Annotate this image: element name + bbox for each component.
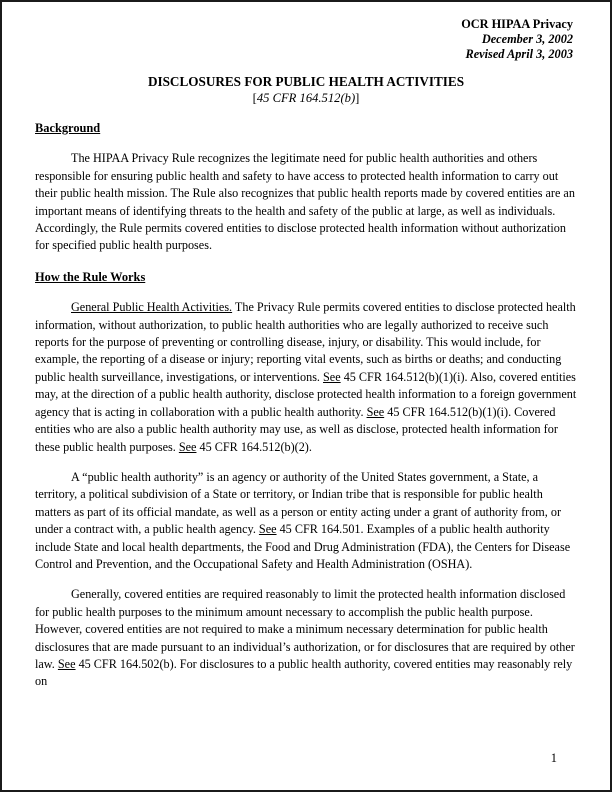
paragraph-background-1: The HIPAA Privacy Rule recognizes the legitimate need for public health authorities and others responsible for ensuring public health and safety to have access to protected health information to carry out their public health mission. The Rule also recognizes that public health reports made by covered entities are an important means of identifying threats to the health and safety of the public at large, as well as individuals. Accordingly, the Rule permits covered entities to disclose protected health information without authorization for specified public health purposes.	[35, 151, 575, 253]
document-title: DISCLOSURES FOR PUBLIC HEALTH ACTIVITIES	[147, 74, 465, 89]
header-revised-date-line: Revised April 3, 2003	[465, 47, 573, 61]
section-heading-background: Background	[35, 121, 101, 135]
document-body	[35, 120, 577, 691]
page-number: 1	[550, 751, 557, 765]
paragraph-public-health-authority-definition: A “public health authority” is an agency or authority of the United States government, a State, a territory, a political subdivision of a State or territory, or Indian tribe that is responsible for public health matters as part of its official mandate, as well as a person or entity acting under a grant of authority from, or under a contract with, a public health agency. See 45 CFR 164.501. Examples of a public health authority include State and local health departments, the Food and Drug Administration (FDA), the Centers for Disease Control and Prevention, and the Occupational Safety and Health Administration (OSHA).	[35, 469, 571, 571]
header-date-line: December 3, 2002	[481, 32, 573, 46]
paragraph-minimum-necessary: Generally, covered entities are required reasonably to limit the protected health information disclosed for public health purposes to the minimum amount necessary to accomplish the public health purpose. However, covered entities are not required to make a minimum necessary determination for public health disclosures that are made pursuant to an individual’s authorization, or for disclosures that are required by other law. See 45 CFR 164.502(b). For disclosures to a public health authority, covered entities may reasonably rely on	[35, 587, 575, 689]
document-citation: [45 CFR 164.512(b)]	[252, 91, 360, 105]
document-header	[2, 17, 573, 62]
section-heading-how-rule-works: How the Rule Works	[35, 269, 146, 284]
paragraph-general-public-health: General Public Health Activities. The Privacy Rule permits covered entities to disclose protected health information, without authorization, to public health authorities who are legally authorized to receive such reports for the purpose of preventing or controlling disease, injury, or disability. This would include, for example, the reporting of a disease or injury; reporting vital events, such as births or deaths; and conducting public health surveillance, investigations, or interventions. See 45 CFR 164.512(b)(1)(i). Also, covered entities may, at the direction of a public health authority, disclose protected health information to a foreign government agency that is acting in collaboration with a public health authority. See 45 CFR 164.512(b)(1)(i). Covered entities who are also a public health authority may use, as well as disclose, protected health information for these public health purposes. See 45 CFR 164.512(b)(2).	[35, 300, 577, 454]
header-org-line: OCR HIPAA Privacy	[461, 17, 573, 31]
